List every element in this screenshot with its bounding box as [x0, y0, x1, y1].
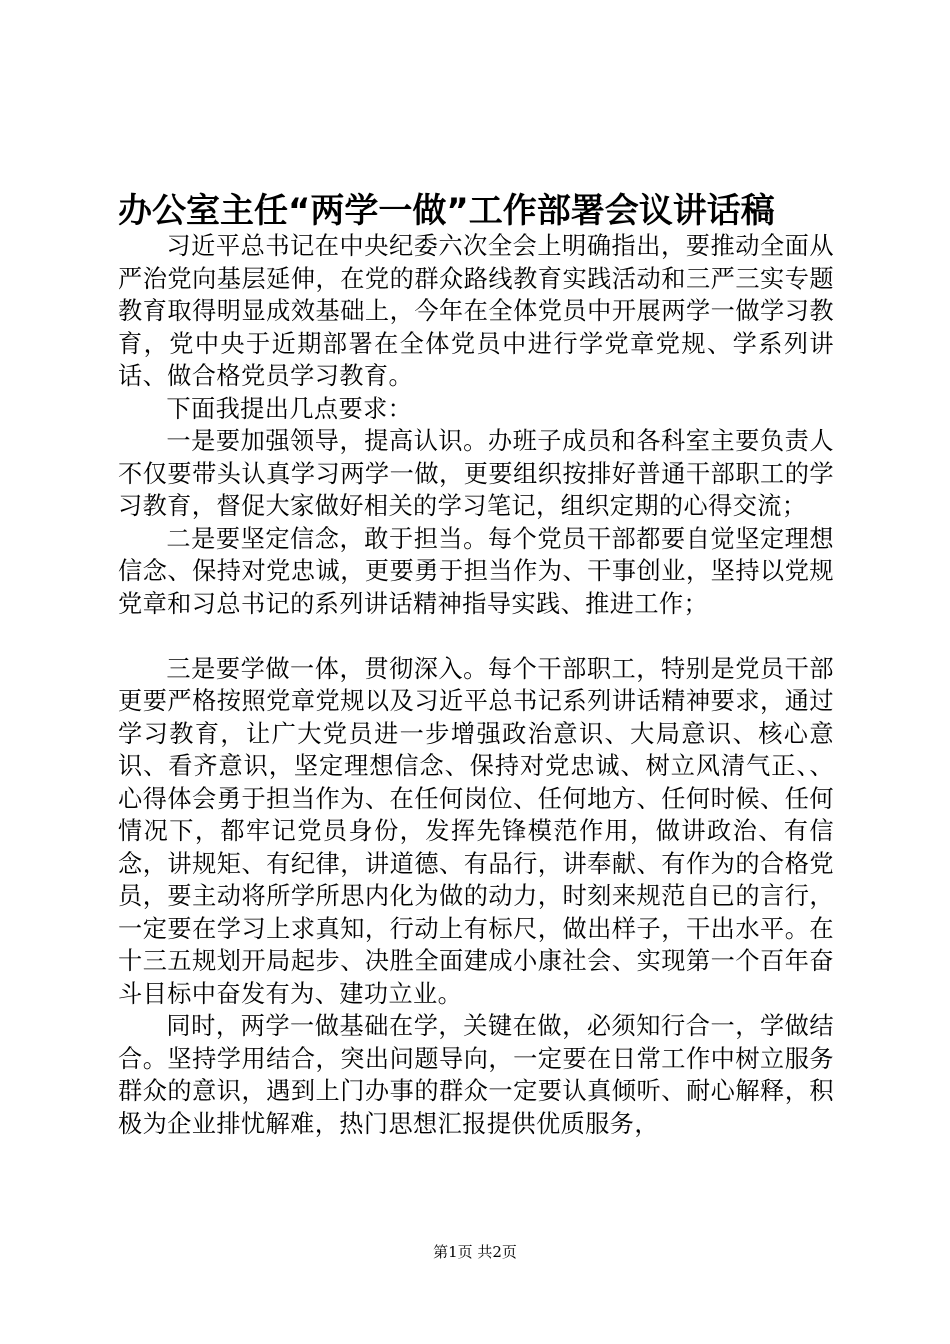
- paragraph-meanwhile: 同时，两学一做基础在学，关键在做，必须知行合一，学做结合。坚持学用结合，突出问题导向，一定要在日常工作中树立服务群众的意识，遇到上门办事的群众一定要认真倾听、耐心解释，积极为企业排忧解难，热门思想汇报提供优质服务，: [118, 1012, 834, 1138]
- paragraph-intro: 习近平总书记在中央纪委六次全会上明确指出，要推动全面从严治党向基层延伸，在党的群众路线教育实践活动和三严三实专题教育取得明显成效基础上，今年在全体党员中开展两学一做学习教育，党中央于近期部署在全体党员中进行学党章党规、学系列讲话、做合格党员学习教育。: [118, 232, 834, 390]
- paragraph-requirement-one: 一是要加强领导，提高认识。办班子成员和各科室主要负责人不仅要带头认真学习两学一做，更要组织按排好普通干部职工的学习教育，督促大家做好相关的学习笔记，组织定期的心得交流；: [118, 427, 834, 520]
- paragraph-requirement-three: 三是要学做一体，贯彻深入。每个干部职工，特别是党员干部更要严格按照党章党规以及习近平总书记系列讲话精神要求，通过学习教育，让广大党员进一步增强政治意识、大局意识、核心意识、看齐意识，坚定理想信念、保持对党忠诚、树立风清气正、、心得体会勇于担当作为、在任何岗位、任何地方、任何时候、任何情况下，都牢记党员身份，发挥先锋模范作用，做讲政治、有信念，讲规矩、有纪律，讲道德、有品行，讲奉献、有作为的合格党员，要主动将所学所思内化为做的动力，时刻来规范自已的言行，一定要在学习上求真知，行动上有标尺，做出样子，干出水平。在十三五规划开局起步、决胜全面建成小康社会、实现第一个百年奋斗目标中奋发有为、建功立业。: [118, 654, 834, 1008]
- document-title: 办公室主任“两学一做”工作部署会议讲话稿: [118, 191, 775, 231]
- paragraph-requirements-lead: 下面我提出几点要求：: [166, 394, 413, 423]
- document-body: [118, 230, 834, 1140]
- paragraph-requirement-two: 二是要坚定信念，敢于担当。每个党员干部都要自觉坚定理想信念、保持对党忠诚，更要勇于担当作为、干事创业，坚持以党规党章和习总书记的系列讲话精神指导实践、推进工作；: [118, 524, 834, 618]
- paragraph-spacer: [118, 620, 834, 653]
- page-footer: 第1页 共2页: [433, 1243, 517, 1261]
